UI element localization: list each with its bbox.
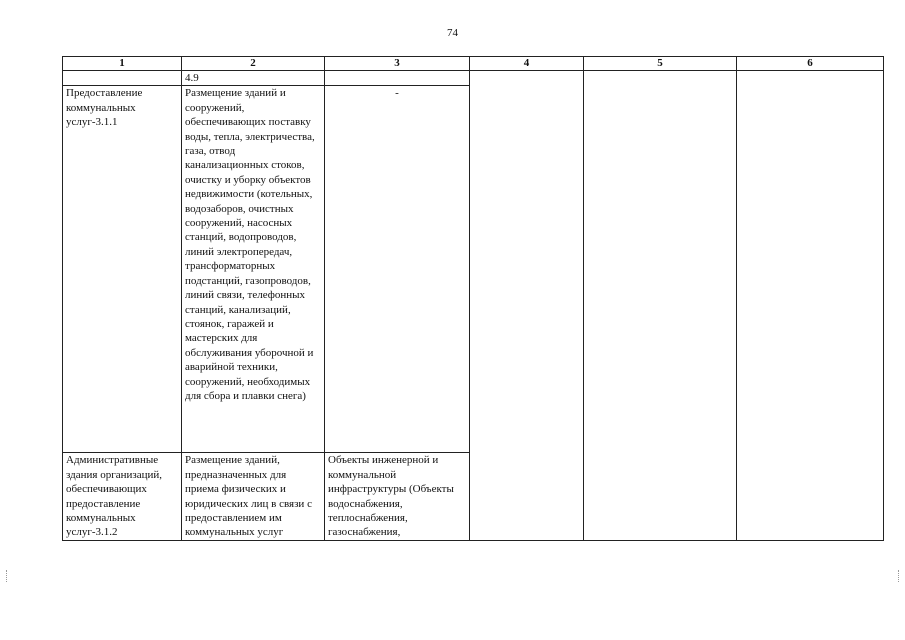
row-2-col-3: - <box>325 86 470 453</box>
header-col-6: 6 <box>737 57 884 71</box>
document-table <box>62 56 884 541</box>
header-col-5: 5 <box>584 57 737 71</box>
col-5-cell <box>584 71 737 541</box>
col-4-cell <box>470 71 584 541</box>
page-number: 74 <box>447 27 458 39</box>
row-1-col-3 <box>325 71 470 86</box>
table-header-row <box>63 57 884 71</box>
row-1-col-1 <box>63 71 182 86</box>
scan-margin-mark-left <box>6 570 9 582</box>
header-col-2: 2 <box>182 57 325 71</box>
row-2-col-1: Предоставление коммунальных услуг-3.1.1 <box>63 86 182 453</box>
scan-margin-mark-right <box>898 570 901 582</box>
table-row <box>63 71 884 86</box>
header-col-4: 4 <box>470 57 584 71</box>
row-3-col-3: Объекты инженерной и коммунальной инфраструктуры (Объекты водоснабжения, теплоснабжения, газоснабжения, <box>325 453 470 540</box>
row-3-col-1: Административные здания организаций, обеспечивающих предоставление коммунальных услуг-3.1.2 <box>63 453 182 540</box>
header-col-1: 1 <box>63 57 182 71</box>
row-2-col-2: Размещение зданий и сооружений, обеспечивающих поставку воды, тепла, электричества, газа, отвод канализационных стоков, очистку и уборку объектов недвижимости (котельных, водозаборов, очистных сооружений, насосных станций, водопроводов, линий электропередач, трансформаторных подстанций, газопроводов, линий связи, телефонных станций, канализаций, стоянок, гаражей и мастерских для обслуживания уборочной и аварийной техники, сооружений, необходимых для сбора и плавки снега) <box>182 86 325 453</box>
row-1-col-2: 4.9 <box>182 71 325 86</box>
header-col-3: 3 <box>325 57 470 71</box>
col-6-cell <box>737 71 884 541</box>
row-3-col-2: Размещение зданий, предназначенных для приема физических и юридических лиц в связи с предоставлением им коммунальных услуг <box>182 453 325 540</box>
